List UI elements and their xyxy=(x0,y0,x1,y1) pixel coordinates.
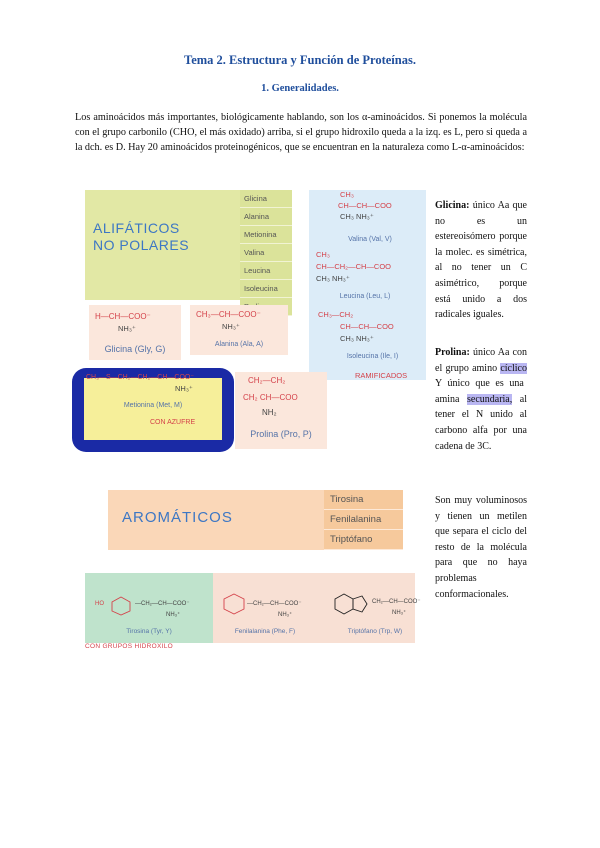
prolina-mid: CH₂ CH—COO xyxy=(243,393,298,402)
tirosina-ho: HO xyxy=(95,601,104,607)
triptofano-caption: Triptófano (Trp, W) xyxy=(347,628,403,635)
tirosina-formula: —CH₂—CH—COO⁻ xyxy=(135,601,190,607)
aromatic-list xyxy=(324,490,403,550)
list-item: Alanina xyxy=(240,208,292,226)
glicina-amine: NH₃⁺ xyxy=(118,324,136,333)
tirosina-amine: NH₃⁺ xyxy=(166,612,181,618)
metionina-amine: NH₃⁺ xyxy=(175,384,193,393)
glicina-note xyxy=(435,198,527,323)
valina-top: CH₃ xyxy=(340,190,354,199)
prolina-note xyxy=(435,345,527,454)
indole-ring-icon xyxy=(334,592,374,618)
metionina-formula: CH₃—S—CH₂—CH₂—CH—COO⁻ xyxy=(86,374,195,381)
isoleucina-bot: CH₃ NH₃⁺ xyxy=(340,334,374,343)
valina-mid: CH—CH—COO xyxy=(338,201,392,210)
fenilalanina-formula: —CH₂—CH—COO⁻ xyxy=(247,601,302,607)
valina-bot: CH₃ NH₃⁺ xyxy=(340,212,374,221)
aliphatic-title-line1: ALIFÁTICOS xyxy=(93,220,180,236)
branched-label: RAMIFICADOS xyxy=(355,371,408,380)
list-item: Tirosina xyxy=(324,490,403,510)
benzene-ring-icon xyxy=(222,593,246,615)
isoleucina-mid: CH—CH—COO xyxy=(340,322,394,331)
prolina-caption: Prolina (Pro, P) xyxy=(250,429,312,439)
alanina-caption: Alanina (Ala, A) xyxy=(214,341,264,348)
alanina-amine: NH₃⁺ xyxy=(222,322,240,331)
alanina-formula: CH₃—CH—COO⁻ xyxy=(196,310,261,319)
leucina-top: CH₃ xyxy=(316,250,330,259)
fenilalanina-caption: Fenilalanina (Phe, F) xyxy=(234,628,296,635)
aliphatic-title xyxy=(93,220,243,254)
valina-caption: Valina (Val, V) xyxy=(348,236,392,243)
prolina-top: CH₂—CH₂ xyxy=(248,376,286,385)
prolina-note-text: al tener el N unido al carbono alfa por una cadena de 3C. xyxy=(435,393,528,452)
hydroxyl-group-label: CON GRUPOS HIDROXILO xyxy=(85,643,173,650)
isoleucina-top: CH₃—CH₂ xyxy=(318,310,354,319)
leucina-mid: CH—CH₂—CH—COO xyxy=(316,262,391,271)
metionina-card xyxy=(84,378,222,440)
tirosina-caption: Tirosina (Tyr, Y) xyxy=(126,628,172,635)
aromatic-title: AROMÁTICOS xyxy=(122,509,233,526)
metionina-caption: Metionina (Met, M) xyxy=(123,402,183,409)
document-title: Tema 2. Estructura y Función de Proteínas. xyxy=(184,53,416,67)
list-item: Isoleucina xyxy=(240,280,292,298)
glicina-caption: Glicina (Gly, G) xyxy=(104,344,166,354)
glicina-note-text: único Aa que no es un estereoisómero porque la molec. es simétrica, al no tener un C asimétrico, porque está unido a dos radicales iguales. xyxy=(435,200,527,321)
list-item: Metionina xyxy=(240,226,292,244)
aliphatic-list xyxy=(240,190,292,316)
sulfur-group-label: CON AZUFRE xyxy=(150,419,196,426)
list-item: Glicina xyxy=(240,190,292,208)
list-item: Leucina xyxy=(240,262,292,280)
section-heading: 1. Generalidades. xyxy=(261,83,339,94)
glicina-note-label: Glicina: xyxy=(435,200,470,211)
aromatic-note: Son muy voluminosos y tienen un metilen que separa el ciclo del resto de la molécula para que no haya problemas conformacionales. xyxy=(435,495,527,600)
triptofano-formula: CH₂—CH—COO⁻ xyxy=(372,599,421,605)
isoleucina-caption: Isoleucina (Ile, I) xyxy=(346,353,399,360)
list-item: Triptófano xyxy=(324,530,403,550)
glicina-formula: H—CH—COO⁻ xyxy=(95,312,151,321)
leucina-bot: CH₃ NH₃⁺ xyxy=(316,274,350,283)
list-item: Valina xyxy=(240,244,292,262)
highlight-secundaria: secundaria, xyxy=(466,393,513,405)
prolina-bot: NH₂ xyxy=(262,408,277,417)
triptofano-amine: NH₃⁺ xyxy=(392,610,407,616)
prolina-note-label: Prolina: xyxy=(435,347,470,358)
aliphatic-title-line2: NO POLARES xyxy=(93,237,190,253)
fenilalanina-amine: NH₃⁺ xyxy=(278,612,293,618)
highlight-ciclico: cíclico xyxy=(500,362,527,374)
intro-paragraph: Los aminoácidos más importantes, biológicamente hablando, son los α-aminoácidos. Si ponemos la molécula con el grupo carbonilo (CHO, el más oxidado) arriba, si el grupo hidroxilo queda a la izq. es L, pero si queda a la dch. es D. Hay 20 aminoácidos proteinogénicos, que se encuentran en la naturaleza como L-α-aminoácidos: xyxy=(75,112,527,154)
prolina-note-text: único Aa con el grupo amino xyxy=(435,347,527,374)
benzene-ring-icon xyxy=(110,596,132,616)
prolina-note-text: Y único que es una amina xyxy=(435,378,524,405)
list-item: Fenilalanina xyxy=(324,510,403,530)
leucina-caption: Leucina (Leu, L) xyxy=(339,293,391,300)
